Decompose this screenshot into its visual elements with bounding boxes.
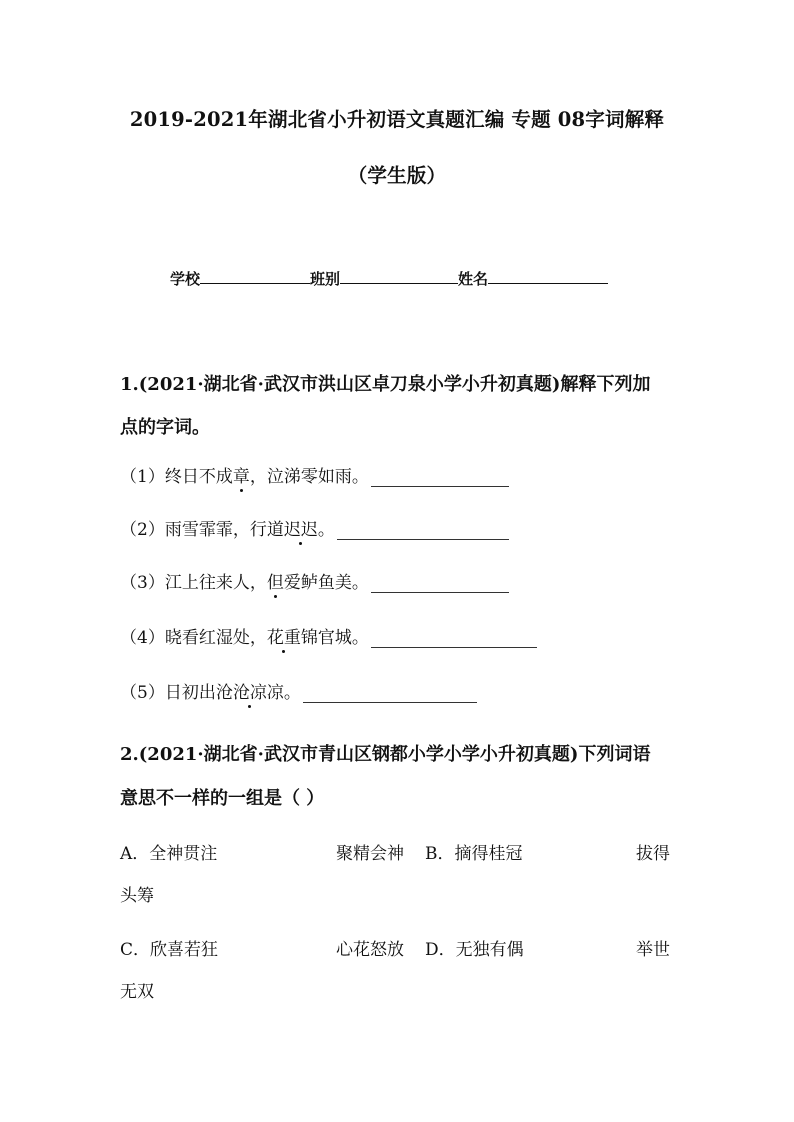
question-1-item-2: （2）雨雪霏霏，行道迟迟。 bbox=[120, 515, 509, 540]
question-1-stem-line2: 点的字词。 bbox=[120, 417, 210, 438]
answer-line-1[interactable] bbox=[371, 468, 509, 487]
option-b-word1[interactable]: B．摘得桂冠 bbox=[425, 844, 523, 864]
question-1-stem-line1: 1.(2021·湖北省·武汉市洪山区卓刀泉小学小升初真题)解释下列加 bbox=[120, 374, 651, 395]
question-1-item-4: （4）晓看红湿处，花重锦官城。 bbox=[120, 623, 537, 648]
dotted-word: 花重 bbox=[267, 623, 301, 648]
dotted-word: 但 bbox=[267, 568, 284, 593]
option-a-word1[interactable]: A．全神贯注 bbox=[120, 844, 218, 864]
page-title: 2019-2021年湖北省小升初语文真题汇编 专题 08字词解释 bbox=[129, 108, 665, 131]
question-1-item-5: （5）日初出沧沧凉凉。 bbox=[120, 678, 477, 703]
name-label: 姓名 bbox=[458, 270, 489, 288]
option-d-word2-part2: 无双 bbox=[120, 982, 154, 1002]
student-info-row bbox=[170, 268, 608, 289]
option-d-word1[interactable]: D．无独有偶 bbox=[425, 940, 524, 960]
option-b-word2-part2: 头筹 bbox=[120, 886, 154, 906]
question-1-item-1: （1）终日不成章，泣涕零如雨。 bbox=[120, 462, 509, 487]
answer-line-3[interactable] bbox=[371, 574, 509, 593]
answer-line-4[interactable] bbox=[371, 629, 537, 648]
school-label: 学校 bbox=[170, 270, 201, 288]
option-b-word2-part1: 拔得 bbox=[636, 844, 670, 864]
answer-line-5[interactable] bbox=[303, 684, 477, 703]
class-label: 班别 bbox=[310, 270, 341, 288]
name-field[interactable] bbox=[488, 269, 608, 284]
school-field[interactable] bbox=[200, 269, 310, 284]
option-c-word1[interactable]: C．欣喜若狂 bbox=[120, 940, 219, 960]
class-field[interactable] bbox=[340, 269, 458, 284]
question-2-stem-line2: 意思不一样的一组是（ ） bbox=[120, 788, 325, 809]
question-2-stem-line1: 2.(2021·湖北省·武汉市青山区钢都小学小学小升初真题)下列词语 bbox=[120, 744, 651, 765]
dotted-word: 迟迟 bbox=[284, 515, 318, 540]
dotted-word: 章 bbox=[233, 462, 250, 487]
option-a-word2: 聚精会神 bbox=[336, 844, 404, 864]
option-c-word2: 心花怒放 bbox=[336, 940, 404, 960]
option-d-word2-part1: 举世 bbox=[636, 940, 670, 960]
answer-line-2[interactable] bbox=[337, 521, 509, 540]
page-subtitle: （学生版） bbox=[347, 164, 447, 187]
question-1-item-3: （3）江上往来人，但爱鲈鱼美。 bbox=[120, 568, 509, 593]
dotted-word: 沧沧凉凉 bbox=[216, 678, 284, 703]
